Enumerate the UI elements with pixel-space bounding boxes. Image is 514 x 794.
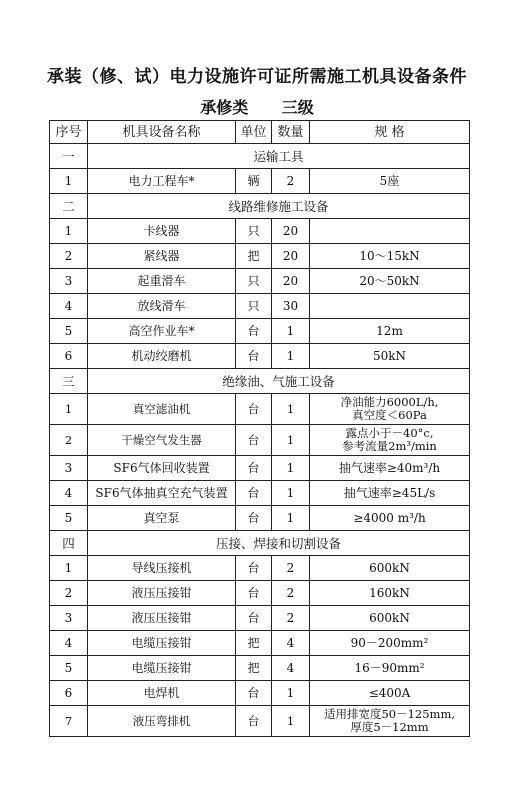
cell-unit: 台 xyxy=(236,556,272,581)
table-row xyxy=(50,319,470,344)
section-no: 三 xyxy=(50,369,88,394)
table-row xyxy=(50,394,470,425)
spec-line: 抽气速率≥45L/s xyxy=(343,485,436,500)
cell-qty: 1 xyxy=(272,456,310,481)
cell-spec xyxy=(310,425,470,456)
table-row xyxy=(50,169,470,194)
cell-spec xyxy=(310,294,470,319)
cell-spec xyxy=(310,506,470,531)
table-row xyxy=(50,606,470,631)
spec-line: ≥4000 m³/h xyxy=(353,510,426,525)
spec-line: 600kN xyxy=(369,610,410,625)
cell-qty: 1 xyxy=(272,706,310,737)
table-row xyxy=(50,706,470,737)
cell-no: 6 xyxy=(50,681,88,706)
cell-no: 1 xyxy=(50,219,88,244)
cell-unit: 把 xyxy=(236,656,272,681)
cell-no: 2 xyxy=(50,581,88,606)
cell-name: SF6气体抽真空充气装置 xyxy=(88,481,236,506)
cell-qty: 4 xyxy=(272,631,310,656)
spec-line: 12m xyxy=(376,323,403,338)
cell-name: 紧线器 xyxy=(88,244,236,269)
cell-qty: 20 xyxy=(272,244,310,269)
cell-name: 高空作业车* xyxy=(88,319,236,344)
cell-name: 真空滤油机 xyxy=(88,394,236,425)
table-row xyxy=(50,425,470,456)
cell-unit: 把 xyxy=(236,244,272,269)
spec-line: 50kN xyxy=(372,348,407,363)
cell-qty: 30 xyxy=(272,294,310,319)
table-row xyxy=(50,581,470,606)
cell-qty: 1 xyxy=(272,319,310,344)
cell-unit: 把 xyxy=(236,631,272,656)
cell-spec xyxy=(310,681,470,706)
spec-line: 真空度＜60Pa xyxy=(352,408,427,422)
section-row xyxy=(50,369,470,394)
spec-line: 160kN xyxy=(369,585,410,600)
cell-qty: 1 xyxy=(272,425,310,456)
cell-no: 2 xyxy=(50,244,88,269)
section-name: 绝缘油、气施工设备 xyxy=(88,369,470,394)
cell-unit: 台 xyxy=(236,425,272,456)
cell-spec xyxy=(310,581,470,606)
cell-name: 电力工程车* xyxy=(88,169,236,194)
table-row xyxy=(50,244,470,269)
section-no: 四 xyxy=(50,531,88,556)
cell-name: 干燥空气发生器 xyxy=(88,425,236,456)
table-row xyxy=(50,681,470,706)
spec-line: 16－90mm² xyxy=(354,660,425,675)
cell-name: 真空泵 xyxy=(88,506,236,531)
equipment-table xyxy=(49,120,470,737)
header-unit: 单位 xyxy=(236,121,272,144)
cell-name: 机动绞磨机 xyxy=(88,344,236,369)
cell-no: 5 xyxy=(50,656,88,681)
cell-spec xyxy=(310,169,470,194)
cell-name: 电缆压接钳 xyxy=(88,656,236,681)
cell-unit: 台 xyxy=(236,681,272,706)
cell-unit: 台 xyxy=(236,506,272,531)
spec-line: 适用排宽度50－125mm, xyxy=(323,707,456,721)
section-row xyxy=(50,194,470,219)
cell-no: 5 xyxy=(50,506,88,531)
cell-spec xyxy=(310,606,470,631)
cell-qty: 1 xyxy=(272,394,310,425)
spec-line: 参考流量2m³/min xyxy=(342,439,437,453)
table-row xyxy=(50,294,470,319)
cell-qty: 20 xyxy=(272,269,310,294)
header-name: 机具设备名称 xyxy=(88,121,236,144)
cell-unit: 台 xyxy=(236,456,272,481)
cell-qty: 4 xyxy=(272,656,310,681)
cell-unit: 台 xyxy=(236,344,272,369)
cell-name: 电缆压接钳 xyxy=(88,631,236,656)
table-row xyxy=(50,269,470,294)
spec-line: 90－200mm² xyxy=(350,635,429,650)
spec-line: 600kN xyxy=(369,560,410,575)
cell-no: 4 xyxy=(50,294,88,319)
cell-spec xyxy=(310,556,470,581)
cell-name: SF6气体回收装置 xyxy=(88,456,236,481)
cell-no: 6 xyxy=(50,344,88,369)
spec-line: 厚度5－12mm xyxy=(350,720,429,734)
cell-unit: 台 xyxy=(236,706,272,737)
cell-no: 4 xyxy=(50,631,88,656)
spec-line: 露点小于－40°c, xyxy=(345,426,434,440)
section-no: 二 xyxy=(50,194,88,219)
cell-qty: 2 xyxy=(272,169,310,194)
table-row xyxy=(50,481,470,506)
cell-unit: 台 xyxy=(236,606,272,631)
cell-no: 3 xyxy=(50,606,88,631)
table-row xyxy=(50,656,470,681)
section-row xyxy=(50,531,470,556)
cell-unit: 辆 xyxy=(236,169,272,194)
cell-spec xyxy=(310,269,470,294)
spec-line: ≤400A xyxy=(368,685,411,700)
cell-unit: 只 xyxy=(236,294,272,319)
table-row xyxy=(50,556,470,581)
cell-name: 导线压接机 xyxy=(88,556,236,581)
table-header-row xyxy=(50,121,470,144)
cell-no: 4 xyxy=(50,481,88,506)
cell-no: 3 xyxy=(50,269,88,294)
table-row xyxy=(50,219,470,244)
cell-qty: 2 xyxy=(272,556,310,581)
cell-qty: 2 xyxy=(272,606,310,631)
cell-name: 放线滑车 xyxy=(88,294,236,319)
cell-name: 液压弯排机 xyxy=(88,706,236,737)
cell-spec xyxy=(310,319,470,344)
cell-qty: 20 xyxy=(272,219,310,244)
cell-unit: 台 xyxy=(236,319,272,344)
cell-qty: 1 xyxy=(272,481,310,506)
table-row xyxy=(50,344,470,369)
document-title: 承装（修、试）电力设施许可证所需施工机具设备条件 xyxy=(47,67,467,87)
cell-name: 液压压接钳 xyxy=(88,581,236,606)
cell-no: 1 xyxy=(50,394,88,425)
section-no: 一 xyxy=(50,144,88,169)
cell-spec xyxy=(310,456,470,481)
cell-spec xyxy=(310,481,470,506)
cell-spec xyxy=(310,394,470,425)
cell-qty: 1 xyxy=(272,344,310,369)
cell-spec xyxy=(310,656,470,681)
cell-unit: 只 xyxy=(236,219,272,244)
header-no: 序号 xyxy=(50,121,88,144)
spec-line: 5座 xyxy=(379,173,400,188)
cell-spec xyxy=(310,706,470,737)
table-row xyxy=(50,631,470,656)
cell-no: 5 xyxy=(50,319,88,344)
cell-no: 1 xyxy=(50,556,88,581)
table-body xyxy=(50,144,470,737)
cell-spec xyxy=(310,344,470,369)
cell-unit: 台 xyxy=(236,394,272,425)
spec-line: 10～15kN xyxy=(359,248,420,263)
cell-spec xyxy=(310,244,470,269)
cell-no: 3 xyxy=(50,456,88,481)
cell-unit: 只 xyxy=(236,269,272,294)
cell-spec xyxy=(310,631,470,656)
cell-unit: 台 xyxy=(236,481,272,506)
table-row xyxy=(50,506,470,531)
cell-no: 7 xyxy=(50,706,88,737)
cell-qty: 1 xyxy=(272,506,310,531)
section-row xyxy=(50,144,470,169)
cell-name: 卡线器 xyxy=(88,219,236,244)
header-qty: 数量 xyxy=(272,121,310,144)
header-spec: 规 格 xyxy=(310,121,470,144)
cell-name: 液压压接钳 xyxy=(88,606,236,631)
cell-name: 电焊机 xyxy=(88,681,236,706)
spec-line: 抽气速率≥40m³/h xyxy=(338,460,441,475)
cell-spec xyxy=(310,219,470,244)
section-name: 压接、焊接和切割设备 xyxy=(88,531,470,556)
document-subtitle: 承修类 三级 xyxy=(200,98,314,117)
table-row xyxy=(50,456,470,481)
cell-qty: 1 xyxy=(272,681,310,706)
cell-no: 1 xyxy=(50,169,88,194)
section-name: 线路维修施工设备 xyxy=(88,194,470,219)
cell-no: 2 xyxy=(50,425,88,456)
section-name: 运输工具 xyxy=(88,144,470,169)
cell-unit: 台 xyxy=(236,581,272,606)
spec-line: 20～50kN xyxy=(359,273,420,288)
spec-line: 净油能力6000L/h, xyxy=(340,395,439,409)
cell-qty: 2 xyxy=(272,581,310,606)
cell-name: 起重滑车 xyxy=(88,269,236,294)
